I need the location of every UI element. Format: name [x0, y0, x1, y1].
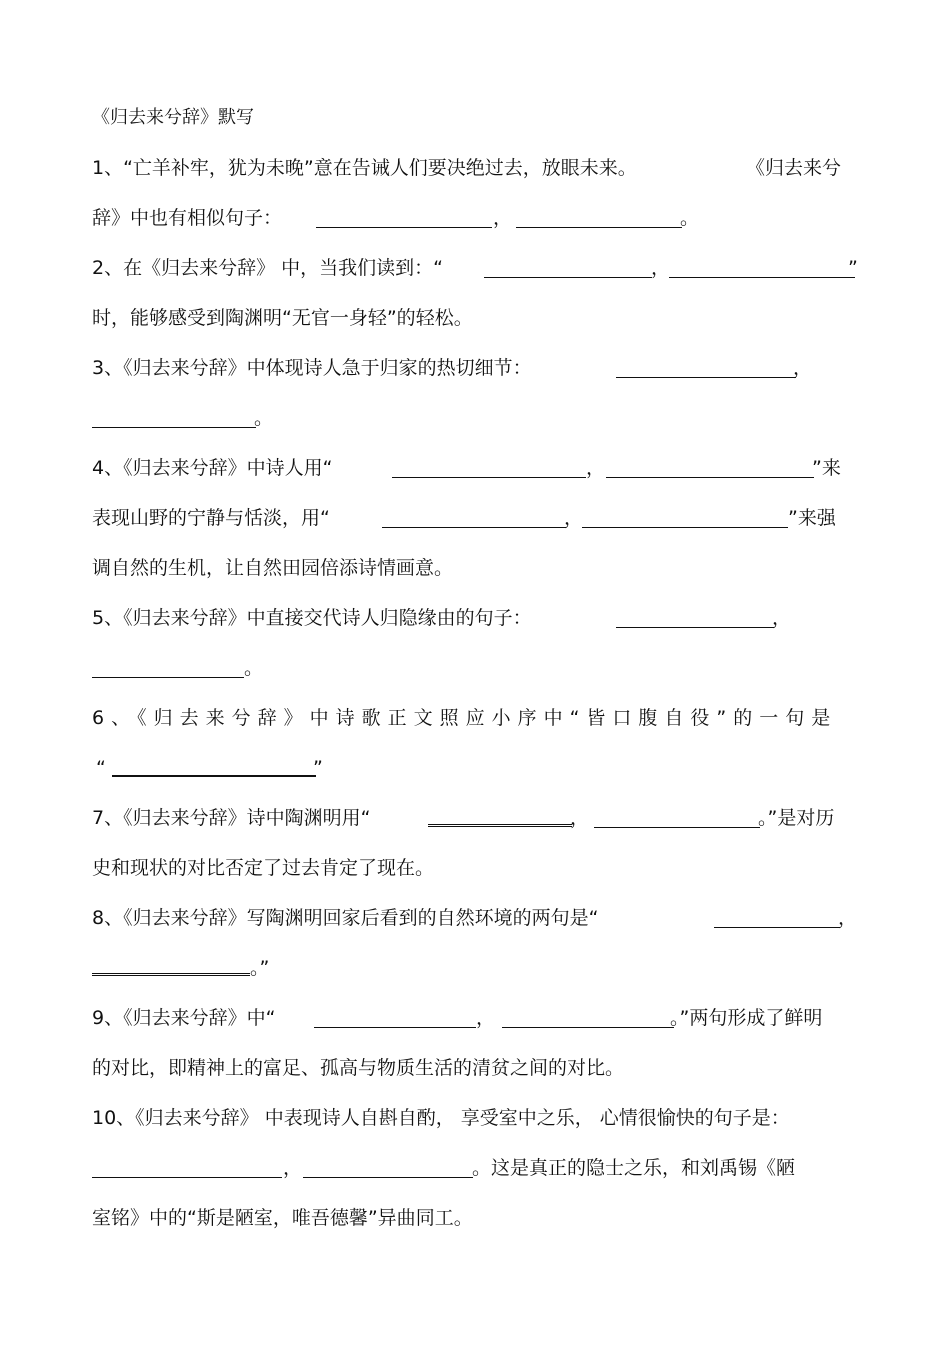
question-10-text-cont: 。这是真正的隐士之乐，和刘禹锡《陋: [472, 1157, 796, 1179]
punctuation: ，: [586, 457, 606, 479]
answer-blank[interactable]: [616, 377, 796, 378]
punctuation: ，: [772, 607, 792, 629]
question-2-line-1: [0, 251, 950, 285]
question-5-line-1: [0, 601, 950, 635]
answer-blank[interactable]: [428, 824, 572, 827]
question-4-line-1: [0, 451, 950, 485]
punctuation: ，: [476, 1007, 496, 1029]
question-8-line-1: [0, 901, 950, 935]
question-4-text: 4、《归去来兮辞》中诗人用“: [92, 457, 333, 479]
answer-blank[interactable]: [392, 477, 586, 478]
punctuation: ，: [651, 257, 671, 279]
answer-blank[interactable]: [606, 477, 814, 478]
question-4-line-3: [0, 551, 950, 585]
question-2-text-cont: 时，能够感受到陶渊明“无官一身轻”的轻松。: [92, 307, 473, 329]
answer-blank[interactable]: [303, 1177, 473, 1178]
punctuation: 。”: [250, 957, 270, 979]
question-10-text-end: 室铭》中的“斯是陋室，唯吾德馨”异曲同工。: [92, 1207, 473, 1229]
punctuation: ”来强: [788, 507, 836, 529]
punctuation: ”: [313, 757, 323, 779]
answer-blank[interactable]: [484, 277, 652, 278]
answer-blank[interactable]: [616, 627, 774, 628]
question-7-line-2: [0, 851, 950, 885]
question-3-line-2: [0, 401, 950, 435]
punctuation: ”来: [812, 457, 841, 479]
question-7-text: 7、《归去来兮辞》诗中陶渊明用“: [92, 807, 371, 829]
question-1-text-cont: 《归去来兮: [746, 157, 842, 179]
question-1-text: 1、“亡羊补牢，犹为未晚”意在告诫人们要决绝过去，放眼未来。: [92, 157, 637, 179]
question-4-text-end: 调自然的生机，让自然田园倍添诗情画意。: [92, 557, 454, 579]
question-9-text: 9、《归去来兮辞》中“: [92, 1007, 276, 1029]
question-5-line-2: [0, 651, 950, 685]
answer-blank[interactable]: [92, 1177, 282, 1178]
question-2-line-2: [0, 301, 950, 335]
question-5-text: 5、《归去来兮辞》中直接交代诗人归隐缘由的句子：: [92, 607, 532, 629]
punctuation: ”: [848, 257, 858, 279]
answer-blank[interactable]: [92, 677, 244, 678]
answer-blank[interactable]: [112, 775, 316, 777]
punctuation: ，: [564, 507, 584, 529]
punctuation: 。”是对历: [758, 807, 835, 829]
punctuation: 。: [680, 207, 700, 229]
answer-blank[interactable]: [502, 1027, 674, 1028]
question-9-text-cont: 的对比，即精神上的富足、孤高与物质生活的清贫之间的对比。: [92, 1057, 625, 1079]
question-4-line-2: [0, 501, 950, 535]
question-10-line-1: [0, 1101, 950, 1135]
punctuation: “: [96, 757, 106, 779]
question-6-line-2: [0, 751, 950, 785]
answer-blank[interactable]: [669, 277, 855, 278]
punctuation: ，: [570, 807, 590, 829]
answer-blank[interactable]: [582, 527, 788, 528]
punctuation: ，: [793, 357, 813, 379]
question-9-line-2: [0, 1051, 950, 1085]
punctuation: ，: [838, 907, 858, 929]
question-3-line-1: [0, 351, 950, 385]
question-9-line-1: [0, 1001, 950, 1035]
answer-blank[interactable]: [314, 1027, 476, 1028]
question-8-text: 8、《归去来兮辞》写陶渊明回家后看到的自然环境的两句是“: [92, 907, 599, 929]
punctuation: 。”两句形成了鲜明: [670, 1007, 823, 1029]
answer-blank[interactable]: [516, 227, 682, 228]
question-1-line-1: [0, 151, 950, 185]
punctuation: 。: [254, 407, 274, 429]
question-10-line-2: [0, 1151, 950, 1185]
question-7-text-cont: 史和现状的对比否定了过去肯定了现在。: [92, 857, 435, 879]
punctuation: ，: [283, 1157, 303, 1179]
question-6-text: 6、《归去来兮辞》中诗歌正文照应小序中“皆口腹自役”的一句是: [92, 707, 838, 729]
answer-blank[interactable]: [92, 973, 250, 976]
question-1-text-end: 辞》中也有相似句子：: [92, 207, 283, 229]
answer-blank[interactable]: [714, 927, 840, 928]
answer-blank[interactable]: [316, 227, 492, 228]
punctuation: 。: [244, 657, 264, 679]
answer-blank[interactable]: [594, 827, 760, 828]
question-10-text: 10、《归去来兮辞》 中表现诗人自斟自酌， 享受室中之乐， 心情很愉快的句子是：: [92, 1107, 790, 1129]
worksheet-title: 《归去来兮辞》默写: [92, 107, 254, 128]
question-3-text: 3、《归去来兮辞》中体现诗人急于归家的热切细节：: [92, 357, 532, 379]
answer-blank[interactable]: [382, 527, 566, 528]
question-10-line-3: [0, 1201, 950, 1235]
question-4-text-cont: 表现山野的宁静与恬淡，用“: [92, 507, 330, 529]
question-6-line-1: [0, 701, 950, 735]
question-7-line-1: [0, 801, 950, 835]
question-2-text: 2、在《归去来兮辞》 中，当我们读到：“: [92, 257, 443, 279]
question-1-line-2: [0, 201, 950, 235]
punctuation: ，: [493, 207, 513, 229]
question-8-line-2: [0, 951, 950, 985]
answer-blank[interactable]: [92, 427, 256, 428]
title-line: [0, 101, 950, 135]
